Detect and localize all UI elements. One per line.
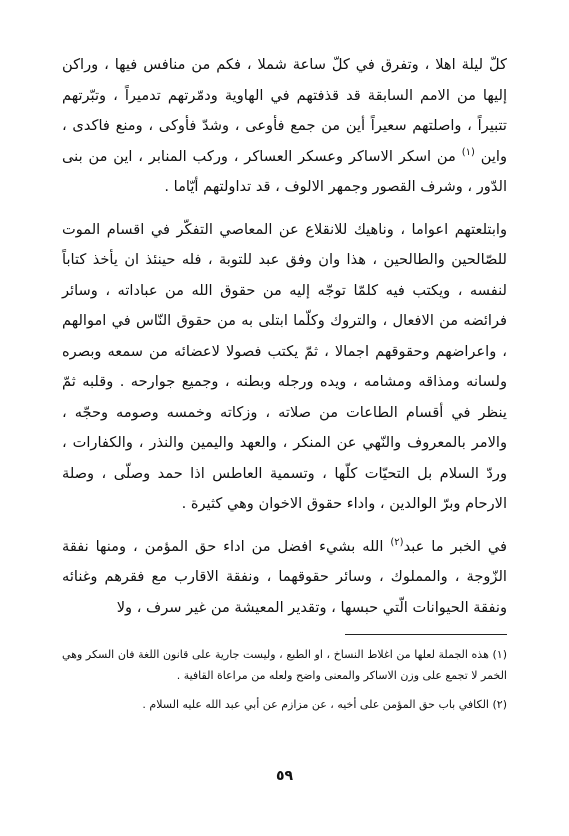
- paragraph-2-text: وابتلعتهم اعواما ، وناهيك للانقلاع عن المعاصي التفكّر في اقسام الموت للصّالحين والطالحين ، هذا وان وفق عبد للتوبة ، فله حينئذ ان يأخذ كتاباً لنفسه ، ويكتب فيه كلمّا توجّه إليه من حقوق الله من عباداته ، وسائر فرائضه من الافعال ، والتروك وكلّما ابتلى به من حقوق النّاس في اموالهم ، واعراضهم وحقوقهم اجمالا ، ثمّ يكتب فصولا لاعضائه من سمعه وبصره ولسانه ومذاقه ومشامه ، ويده ورجله وبطنه ، وجميع جوارحه . وقلبه ثمّ ينظر في أقسام الطاعات من صلاته ، وزكاته وخمسه وصومه وحجّه ، والامر بالمعروف والنّهي عن المنكر ، والعهد واليمين والنذر ، والكفارات ، وردّ السلام بل التحيّات كلّها ، وتسمية العاطس اذا حمد وصلّى ، وصلة الارحام وبرّ الوالدين ، واداء حقوق الاخوان وهي كثيرة .: [62, 220, 507, 512]
- paragraph-3: [62, 532, 507, 624]
- paragraph-1-text-a: كلّ ليلة اهلا ، وتفرق في كلّ ساعة شملا ، فكم من منافس فيها ، وراكن إليها من الامم السابقة قد قذفتهم في الهاوية ودمّرتهم تدميراً ، وتبّرتهم تتبيراً ، واصلتهم سعيراً أين من جمع فأوعى ، وشدّ فأوكى ، ومنع فاكدى ، واين: [62, 56, 508, 165]
- footnote-ref-1: (١): [461, 146, 475, 158]
- footnote-separator: [345, 634, 507, 635]
- paragraph-3-text-b: الله بشيء افضل من اداء حق المؤمن ، ومنها نفقة الزّوجة ، والمملوك ، وسائر حقوقهما ، ونفقة الاقارب مع فقرهم وغنائه ونفقة الحيوانات الّتي حبسها ، وتقدير المعيشة من غير سرف ، ولا: [62, 537, 507, 616]
- footnote-ref-2: (٢): [390, 536, 404, 548]
- footnote-2: (٢) الكافي باب حق المؤمن على أخيه ، عن مزازم عن أبي عبد الله عليه السلام .: [142, 698, 507, 711]
- page-number: ٥٩: [275, 768, 294, 784]
- paragraph-2: [62, 215, 507, 520]
- main-text: [62, 50, 507, 623]
- paragraph-3-text-a: في الخبر ما عبد: [403, 537, 507, 555]
- paragraph-1-text-b: من اسكر الاساكر وعسكر العساكر ، وركب المنابر ، اين من بنى الدّور ، وشرف القصور وجمهر الالوف ، قد تداولتهم أيّاما .: [62, 147, 507, 195]
- paragraph-1: [62, 50, 507, 203]
- footnote-1: (١) هذه الجملة لعلها من اغلاط النساخ ، او الطبع ، وليست جارية على قانون اللغة فان السكر وهي الخمر لا تجمع على وزن الاساكر والمعنى واضح ولعله من مراعاة القافية .: [62, 648, 507, 682]
- footnotes: [62, 644, 507, 723]
